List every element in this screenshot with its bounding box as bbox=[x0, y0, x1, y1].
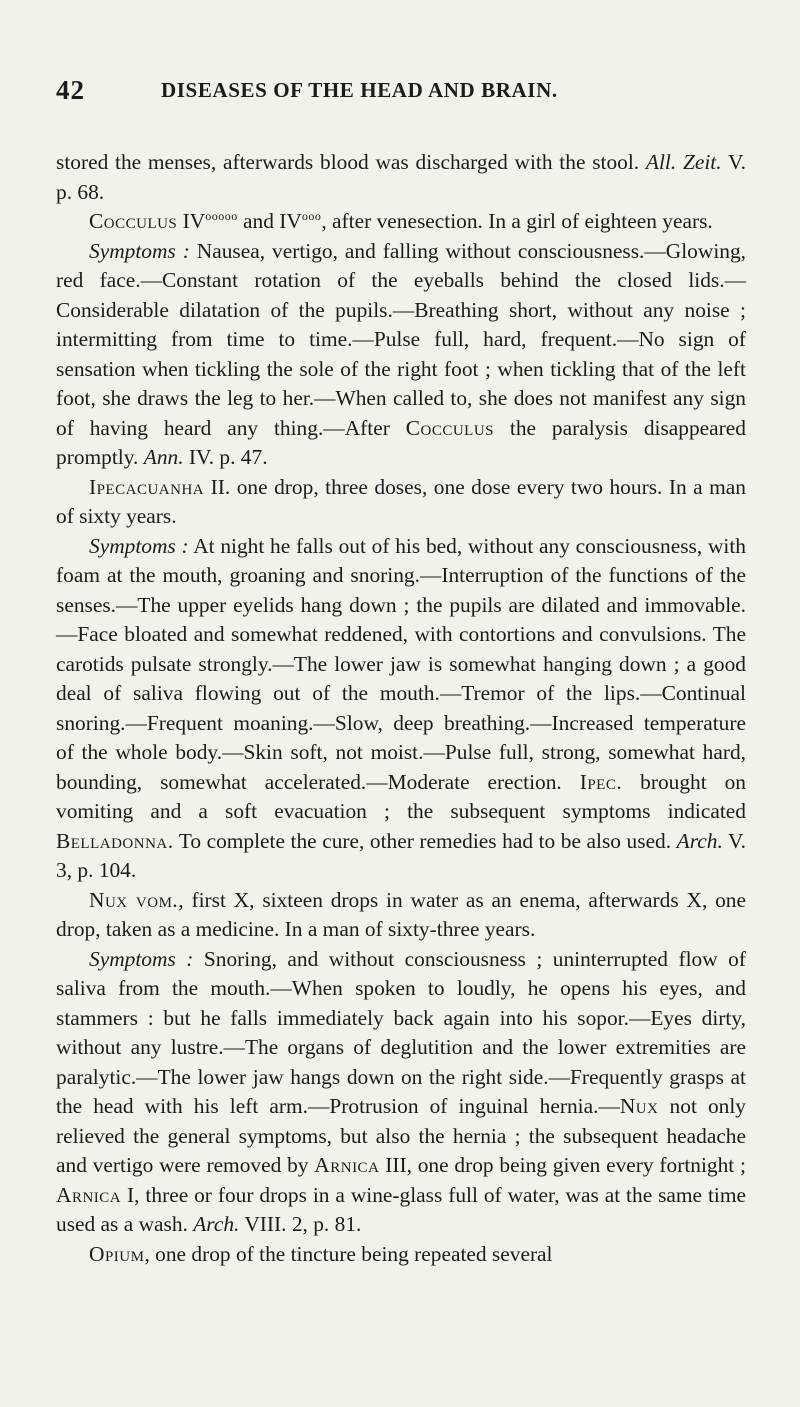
text-run: Snoring, and without consciousness ; uninterrupted flow of saliva from the mouth.—When spoken to loudly, he opens his eyes, and stammers : but he falls immediately back again into his sopor.—Eyes dirty, without any lustre.—The organs of deglutition and the lower extremities are paralytic.—The lower jaw hangs down on the right side.—Frequently grasps at the head with his left arm.—Protrusion of inguinal hernia.— bbox=[56, 946, 746, 1118]
text-run: and IV bbox=[237, 209, 302, 233]
text-run: VIII. 2, p. 81. bbox=[239, 1212, 362, 1236]
paragraph-symptoms bbox=[56, 532, 746, 886]
remedy-name: Opium bbox=[89, 1241, 145, 1266]
text-run: brought on vomiting and a soft evacuation ; the subsequent symptoms indicated bbox=[56, 769, 746, 823]
remedy-name: Belladonna. bbox=[56, 828, 174, 853]
text-run: IV. p. 47. bbox=[183, 445, 268, 469]
potency-superscript: ooooo bbox=[205, 209, 238, 223]
text-run: the paralysis disappeared promptly. bbox=[56, 415, 746, 469]
text-run: I, three or four drops in a wine-glass full of water, was at the same time used as a wash. bbox=[56, 1182, 746, 1236]
text-run: To complete the cure, other remedies had to be also used. bbox=[173, 828, 677, 853]
remedy-name: Arnica bbox=[56, 1182, 122, 1207]
body-text bbox=[56, 148, 746, 1269]
symptoms-label: Symptoms : bbox=[89, 533, 189, 558]
paragraph-symptoms bbox=[56, 945, 746, 1240]
page-number: 42 bbox=[56, 75, 85, 105]
text-run: At night he falls out of his bed, without any consciousness, with foam at the mouth, groaning and snoring.—Interruption of the functions of the senses.—The upper eyelids hang down ; the pupils are dilated and immovable.—Face bloated and somewhat reddened, with contortions and convulsions. The carotids pulsate strongly.—The lower jaw is somewhat hanging down ; a good deal of saliva flowing out of the mouth.—Tremor of the lips.—Continual snoring.—Frequent moaning.—Slow, deep breathing.—Increased temperature of the whole body.—Skin soft, not moist.—Pulse full, strong, somewhat hard, bounding, somewhat accelerated.—Moderate erection. bbox=[56, 533, 746, 794]
symptoms-label: Symptoms : bbox=[89, 946, 194, 971]
potency-superscript: ooo bbox=[301, 209, 322, 223]
remedy-name: Cocculus bbox=[89, 209, 178, 233]
symptoms-label: Symptoms : bbox=[89, 238, 190, 263]
text-run: II. one drop, three doses, one dose every two hours. In a man of sixty years. bbox=[56, 474, 746, 528]
paragraph-ipecacuanha bbox=[56, 473, 746, 532]
text-run: , one drop of the tincture being repeated several bbox=[144, 1241, 553, 1266]
remedy-name: Nux bbox=[619, 1094, 659, 1118]
paragraph-cocculus bbox=[56, 207, 746, 237]
citation: Ann. bbox=[143, 445, 184, 469]
text-run: not only relieved the general symptoms, but also the hernia ; the subsequent headache and vertigo were removed by bbox=[56, 1094, 746, 1177]
remedy-name: Ipecacuanha bbox=[89, 474, 205, 499]
remedy-name: Nux vom. bbox=[89, 887, 179, 912]
paragraph-continuation bbox=[56, 148, 746, 207]
citation: All. Zeit. bbox=[645, 150, 722, 174]
page-header bbox=[56, 75, 736, 115]
text-run: V. 3, p. 104. bbox=[56, 828, 746, 882]
paragraph-symptoms bbox=[56, 237, 746, 473]
text-run: , first X, sixteen drops in water as an enema, afterwards X, one drop, taken as a medicine. In a man of sixty-three years. bbox=[56, 887, 746, 941]
paragraph-nux-vom bbox=[56, 886, 746, 945]
citation: Arch. bbox=[676, 828, 723, 853]
text-run: Nausea, vertigo, and falling without consciousness.—Glowing, red face.—Constant rotation of the eyeballs behind the closed lids.—Considerable dilatation of the pupils.—Breathing short, without any noise ; intermitting from time to time.—Pulse full, hard, frequent.—No sign of sensation when tickling the sole of the right foot ; when tickling that of the left foot, she draws the leg to her.—When called to, she does not manifest any sign of having heard any thing.—After bbox=[56, 238, 747, 440]
text-run: IV bbox=[177, 209, 206, 233]
remedy-name: Arnica bbox=[314, 1153, 380, 1177]
text-run: stored the menses, afterwards blood was discharged with the stool. bbox=[56, 150, 646, 174]
remedy-name: Ipec. bbox=[579, 769, 623, 794]
remedy-name: Cocculus bbox=[405, 415, 494, 440]
paragraph-opium bbox=[56, 1240, 746, 1270]
text-run: , after venesection. In a girl of eighteen years. bbox=[321, 209, 713, 233]
text-run: III, one drop being given every fortnight ; bbox=[379, 1153, 746, 1177]
running-title: DISEASES OF THE HEAD AND BRAIN. bbox=[161, 78, 558, 102]
text-run: V. p. 68. bbox=[56, 150, 746, 204]
citation: Arch. bbox=[193, 1212, 240, 1236]
